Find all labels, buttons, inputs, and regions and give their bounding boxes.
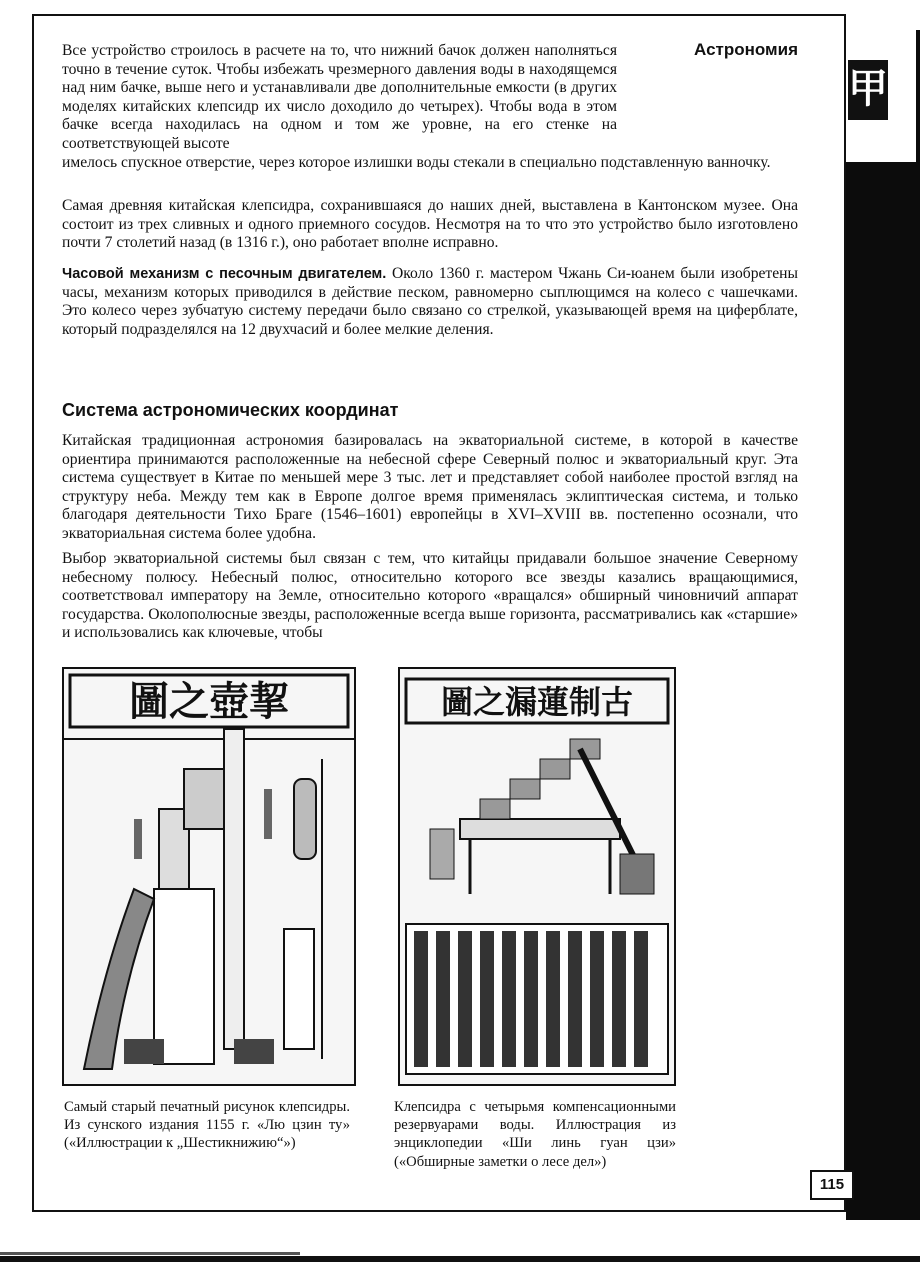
figure-clepsydra-oldest — [62, 667, 356, 1086]
figure-clepsydra-four-reservoirs — [398, 667, 676, 1086]
paragraph-4: Китайская традиционная астрономия базировалась на экваториальной системе, в которой в качестве ориентира принимаются расположенные на небесной сфере Северный полюс и экваториальный круг. Эта система существует в Китае по меньшей мере 3 тыс. лет и представляет собой наиболее простой взгляд на структуру неба. Между тем как в Европе долгое время применялась эклиптическая система, и только благодаря деятельности Тихо Браге (1546–1601) европейцы в XVI–XVIII вв. постепенно осознали, что экваториальная система более удобна. — [62, 432, 798, 542]
bottom-rule — [0, 1256, 920, 1262]
figure-2-illustration — [400, 669, 674, 1084]
figure-2-title: 圖之漏蓮制古 — [440, 683, 634, 721]
figure-1-illustration — [64, 669, 354, 1084]
paragraph-5: Выбор экваториальной системы был связан с тем, что китайцы придавали большое значение Северному небесному полюсу. Небесный полюс, относительно которого все звезды казались вращающимися, соответствовал императору на Земле, относительно которого «вращался» обширный чиновничий аппарат государства. Околополюсные звезды, расположенные всегда выше горизонта, рассматривались как «старшие» и использовались как ключевые, чтобы — [62, 550, 798, 642]
paragraph-3 — [62, 265, 798, 339]
section-heading: Система астрономических координат — [62, 400, 399, 420]
paragraph-1: Все устройство строилось в расчете на то, что нижний бачок должен наполняться точно в течение суток. Чтобы избежать чрезмерного давления воды в находящемся над ним бачке, выше него и устанавливали две дополнительные емкости (в других моделях китайских клепсидр их число доходило до четырех). Чтобы вода в этом бачке всегда находилась на одном и том же уровне, на его стенке на соответствующей высоте — [62, 42, 617, 152]
thumb-index-tab — [846, 30, 920, 1220]
figure-1-title: 圖之壺挈 — [129, 679, 289, 725]
paragraph-2: Самая древняя китайская клепсидра, сохранившаяся до наших дней, выставлена в Кантонском музее. Она состоит из трех сливных и одного приемного сосудов. Несмотря на то что это устройство было изготовлено почти 7 столетий назад (в 1316 г.), оно работает вполне исправно. — [62, 197, 798, 252]
paragraph-3-lead: Часовой механизм с песочным двигателем. — [62, 266, 387, 282]
paragraph-1-continued: имелось спускное отверстие, через которое излишки воды стекали в специально подставленную ванночку. — [62, 154, 771, 171]
figure-2-caption: Клепсидра с четырьмя компенсационными резервуарами воды. Иллюстрация из энциклопедии «Ши линь гуан цзи» («Обширные заметки о лесе дел») — [394, 1099, 676, 1170]
figure-1-caption: Самый старый печатный рисунок клепсидры. Из сунского издания 1155 г. «Лю цзин ту» («Иллюстрации к „Шестикнижию“») — [64, 1099, 350, 1152]
section-glyph: 甲 — [848, 60, 888, 120]
page-number: 115 — [810, 1170, 854, 1200]
running-header: Астрономия — [694, 40, 798, 59]
paragraph-3-text: Около 1360 г. мастером Чжань Си-юанем были изобретены часы, механизм которых приводился в действие песком, равномерно сыплющимся на колесо с чашечками. Это колесо через зубчатую систему передачи было связано со стрелкой, указывающей время на циферблате, который подразделялся на 12 двухчасий и более мелкие деления. — [62, 265, 798, 338]
bottom-rule-shadow — [0, 1252, 300, 1255]
